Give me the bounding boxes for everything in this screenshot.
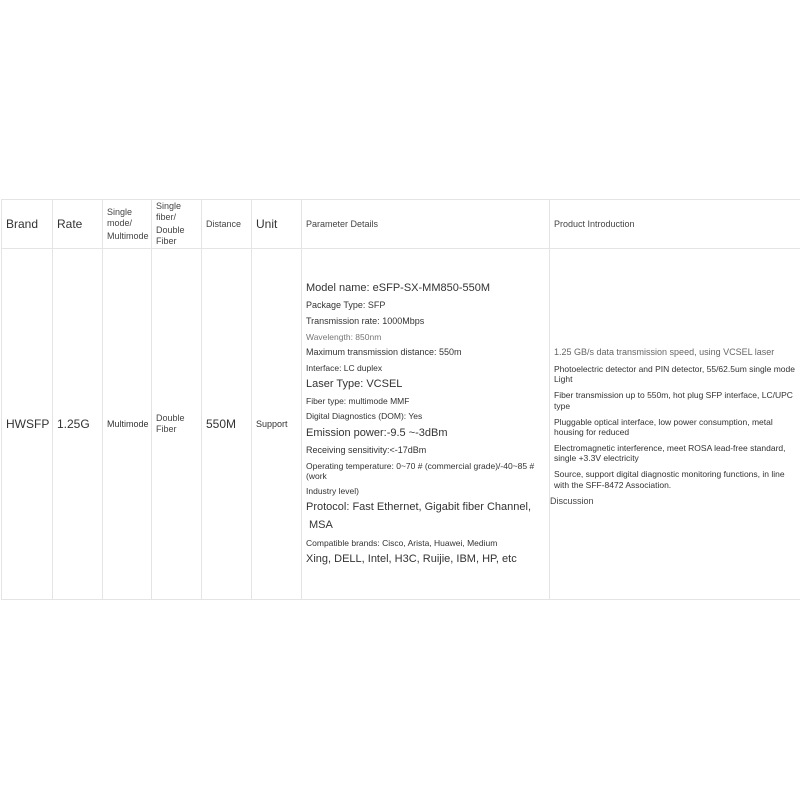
- cell-fiber: Double Fiber: [152, 249, 202, 600]
- intro-line: Photoelectric detector and PIN detector, 55/62.5um single mode Light: [554, 363, 795, 385]
- header-intro: Product Introduction: [550, 200, 800, 249]
- cell-intro: [550, 249, 800, 600]
- cell-unit: Support: [252, 249, 302, 600]
- cell-params: [302, 249, 550, 600]
- cell-mode: Multimode: [103, 249, 152, 600]
- param-line: Model name: eSFP-SX-MM850-550M: [306, 282, 491, 295]
- header-params: Parameter Details: [302, 200, 550, 249]
- intro-line: Electromagnetic interference, meet ROSA lead-free standard, single +3.3V electricity: [554, 443, 786, 464]
- param-line: MSA: [309, 519, 333, 532]
- param-line: Maximum transmission distance: 550m: [306, 347, 462, 358]
- product-spec-table: [1, 199, 800, 600]
- param-line: Emission power:-9.5 ~-3dBm: [306, 426, 448, 439]
- cell-distance: 550M: [202, 249, 252, 600]
- header-brand: Brand: [2, 200, 53, 249]
- param-line: Operating temperature: 0~70 # (commercial grade)/-40~85 # (work: [306, 460, 535, 481]
- intro-line: 1.25 GB/s data transmission speed, using VCSEL laser: [554, 347, 775, 358]
- intro-line: Source, support digital diagnostic monitoring functions, in line with the SFF-8472 Association.: [554, 469, 785, 490]
- table-row: [2, 249, 800, 600]
- header-rate: Rate: [53, 200, 103, 249]
- param-line: Wavelength: 850nm: [306, 331, 382, 342]
- header-fiber-b: Double Fiber: [156, 225, 185, 246]
- param-line: Interface: LC duplex: [306, 362, 383, 373]
- param-line: Compatible brands: Cisco, Arista, Huawei, Medium: [306, 537, 498, 548]
- header-distance: Distance: [202, 200, 252, 249]
- cell-brand: HWSFP: [2, 249, 53, 600]
- param-line: Transmission rate: 1000Mbps: [306, 316, 425, 327]
- param-line: Receiving sensitivity:<-17dBm: [306, 444, 427, 455]
- intro-line: Pluggable optical interface, low power consumption, metal housing for reduced: [554, 416, 773, 437]
- overflow-text: Discussion: [550, 495, 594, 506]
- intro-line: Fiber transmission up to 550m, hot plug SFP interface, LC/UPC type: [554, 390, 793, 411]
- param-line: Xing, DELL, Intel, H3C, Ruijie, IBM, HP, etc: [306, 552, 517, 565]
- cell-rate: 1.25G: [53, 249, 103, 600]
- header-mode: [103, 200, 152, 249]
- header-fiber: [152, 200, 202, 249]
- header-row: [2, 200, 800, 249]
- param-line: Industry level): [306, 485, 359, 496]
- header-mode-b: Multimode: [107, 230, 149, 241]
- header-fiber-a: Single fiber/: [156, 201, 182, 222]
- param-line: Laser Type: VCSEL: [306, 378, 403, 391]
- param-line: Digital Diagnostics (DOM): Yes: [306, 411, 423, 422]
- param-line: Protocol: Fast Ethernet, Gigabit fiber Channel,: [306, 501, 532, 514]
- param-line: Fiber type: multimode MMF: [306, 396, 410, 407]
- param-line: Package Type: SFP: [306, 300, 386, 311]
- header-mode-a: Single mode/: [107, 206, 133, 228]
- header-unit: Unit: [252, 200, 302, 249]
